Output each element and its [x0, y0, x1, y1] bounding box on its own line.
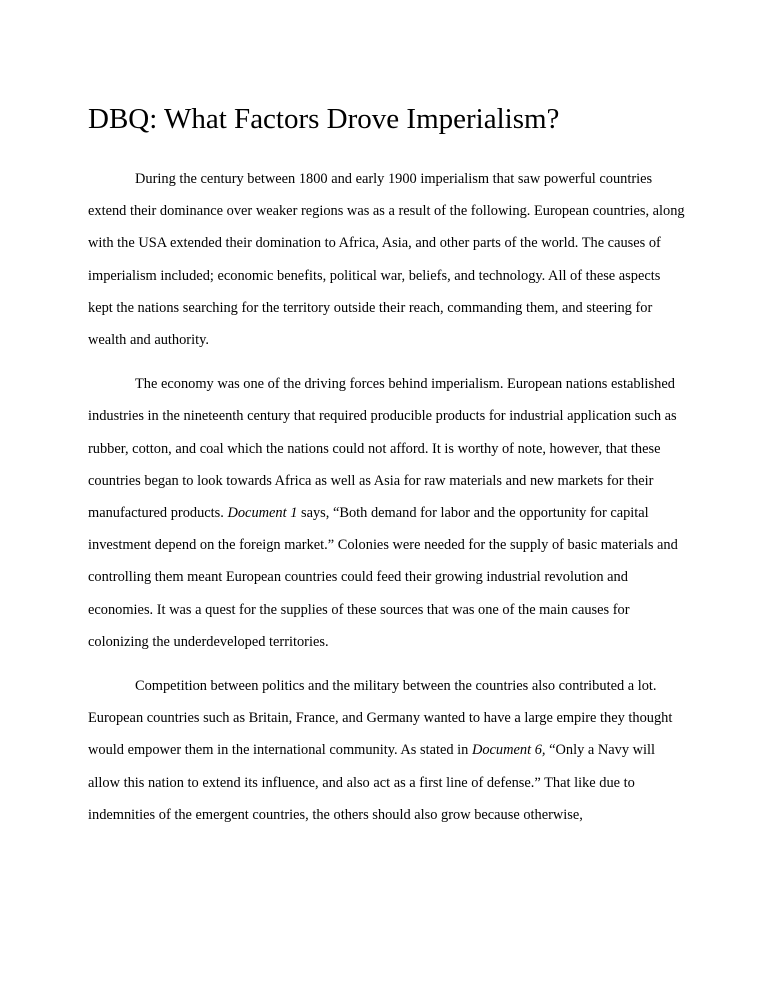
paragraph-text: says, “Both demand for labor and the opportunity for capital investment depend on the foreign market.” Colonies were needed for the supply of basic materials and controlling them meant European countries could feed their growing industrial revolution and economies. It was a quest for the supplies of these sources that was one of the main causes for colonizing the underdeveloped territories. [88, 505, 678, 650]
paragraph-text: “Only a Navy will allow this nation to extend its influence, and also act as a first line of defense.” That like due to indemnities of the emergent countries, the others should also grow because otherwise, [88, 742, 656, 823]
paragraph-introduction [88, 163, 686, 356]
document-reference: Document 6, [471, 742, 546, 759]
document-reference: Document 1 [227, 505, 298, 522]
paragraph-economy [88, 368, 686, 658]
paragraph-text: The economy was one of the driving forces behind imperialism. European nations established industries in the nineteenth century that required producible products for industrial application such as rubber, cotton, and coal which the nations could not afford. It is worthy of note, however, that these countries began to look towards Africa as well as Asia for raw materials and new markets for their manufactured products. [88, 376, 677, 522]
paragraph-competition [88, 670, 686, 831]
essay-body [88, 163, 686, 831]
paragraph-text: Competition between politics and the military between the countries also contributed a lot. European countries such as Britain, France, and Germany wanted to have a large empire they thought would empower them in the international community. As stated in [88, 678, 673, 759]
paragraph-text: During the century between 1800 and early 1900 imperialism that saw powerful countries extend their dominance over weaker regions was as a result of the following. European countries, along with the USA extended their domination to Africa, Asia, and other parts of the world. The causes of imperialism included; economic benefits, political war, beliefs, and technology. All of these aspects kept the nations searching for the territory outside their reach, commanding them, and steering for wealth and authority. [88, 171, 685, 349]
document-title: DBQ: What Factors Drove Imperialism? [88, 103, 560, 135]
